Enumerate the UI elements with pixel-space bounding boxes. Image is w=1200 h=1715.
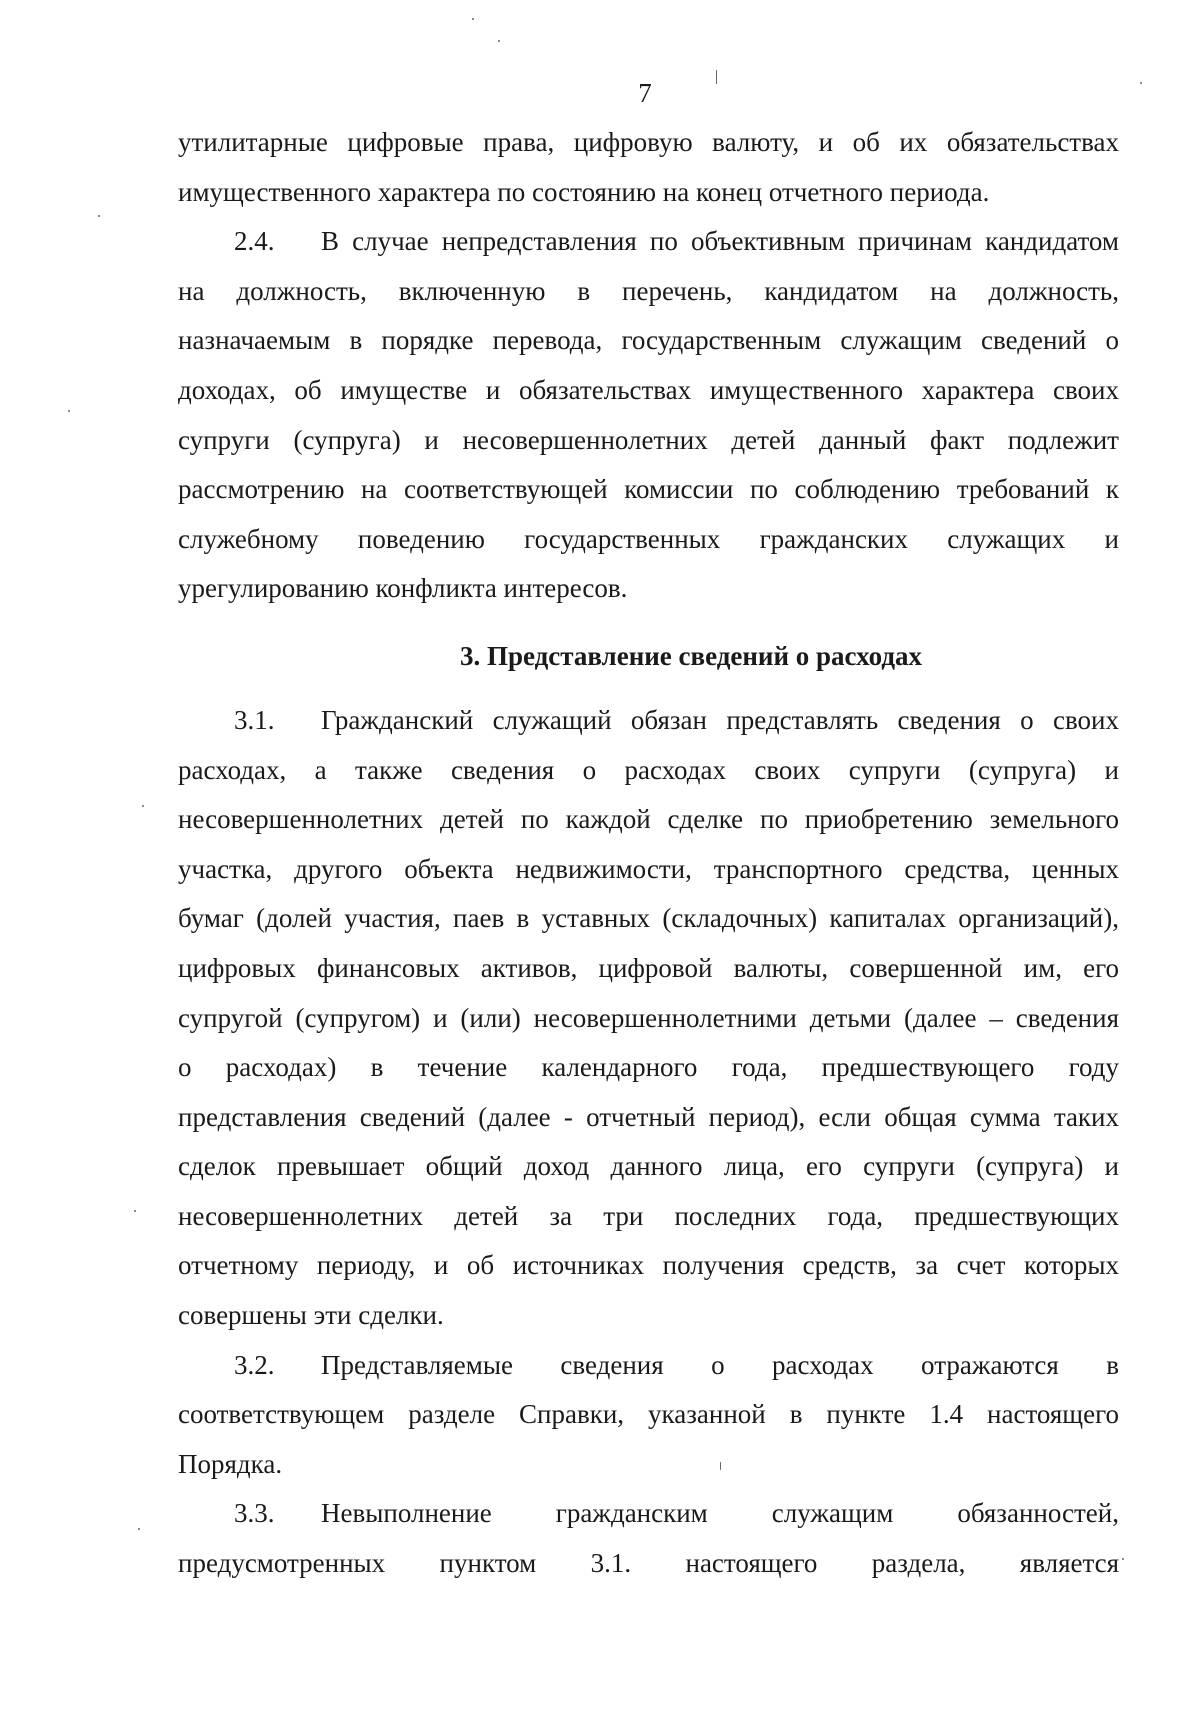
clause-number: 3.2. bbox=[234, 1349, 275, 1380]
page-number: 7 bbox=[638, 78, 652, 108]
text-line: назначаемым в порядке перевода, государственным служащим сведений о bbox=[178, 325, 1119, 356]
text-line: на должность, включенную в перечень, кандидатом на должность, bbox=[178, 275, 1119, 306]
section-heading: 3. Представление сведений о расходах bbox=[459, 640, 923, 671]
text-line: супругой (супругом) и (или) несовершеннолетними детьми (далее – сведения bbox=[178, 1002, 1119, 1033]
clause-number: 3.3. bbox=[234, 1498, 275, 1529]
text-line: представления сведений (далее - отчетный период), если общая сумма таких bbox=[178, 1101, 1119, 1132]
scan-speck bbox=[68, 410, 70, 412]
text-line: сделок превышает общий доход данного лица, его супруги (супруга) и bbox=[178, 1151, 1119, 1182]
scan-speck bbox=[472, 18, 474, 20]
text-line: бумаг (долей участия, паев в уставных (складочных) капиталах организаций), bbox=[178, 903, 1119, 934]
text-line: расходах, а также сведения о расходах своих супруги (супруга) и bbox=[178, 754, 1119, 785]
text-fragment: Невыполнение гражданским служащим обязанностей, bbox=[321, 1498, 1119, 1529]
document-body bbox=[178, 118, 1119, 1589]
text-line: участка, другого объекта недвижимости, транспортного средства, ценных bbox=[178, 853, 1119, 884]
text-line: доходах, об имуществе и обязательствах имущественного характера своих bbox=[178, 374, 1119, 405]
text-line: рассмотрению на соответствующей комиссии по соблюдению требований к bbox=[178, 474, 1119, 505]
text-line: отчетному периоду, и об источниках получения средств, за счет которых bbox=[178, 1250, 1119, 1281]
scan-speck bbox=[716, 70, 717, 84]
scan-speck bbox=[720, 1462, 721, 1470]
text-line: предусмотренных пунктом 3.1. настоящего раздела, является bbox=[178, 1548, 1119, 1579]
text-fragment: Гражданский служащий обязан представлять сведения о своих bbox=[321, 704, 1119, 735]
scan-speck bbox=[498, 40, 500, 42]
text-line: несовершеннолетних детей по каждой сделке по приобретению земельного bbox=[178, 804, 1119, 835]
scan-speck bbox=[142, 805, 144, 807]
paragraph-2-4-first-line bbox=[178, 217, 1119, 267]
clause-number: 2.4. bbox=[234, 226, 275, 257]
paragraph-3-2-first-line bbox=[178, 1341, 1119, 1391]
text-line: цифровых финансовых активов, цифровой валюты, совершенной им, его bbox=[178, 952, 1119, 983]
text-fragment: Представляемые сведения о расходах отражаются в bbox=[321, 1349, 1119, 1380]
scan-speck bbox=[138, 1528, 140, 1530]
scan-speck bbox=[98, 215, 100, 217]
scan-speck bbox=[1122, 1558, 1124, 1560]
text-line: соответствующем разделе Справки, указанной в пункте 1.4 настоящего bbox=[178, 1399, 1119, 1430]
text-line: служебному поведению государственных гражданских служащих и bbox=[178, 523, 1119, 554]
text-fragment: В случае непредставления по объективным причинам кандидатом bbox=[321, 226, 1119, 257]
clause-number: 3.1. bbox=[234, 704, 275, 735]
scan-speck bbox=[1140, 82, 1142, 84]
text-line: урегулированию конфликта интересов. bbox=[178, 573, 628, 604]
text-line: утилитарные цифровые права, цифровую валюту, и об их обязательствах bbox=[178, 127, 1119, 157]
text-line: Порядка. bbox=[178, 1448, 283, 1479]
paragraph-3-1-first-line bbox=[178, 696, 1119, 746]
text-line: о расходах) в течение календарного года, предшествующего году bbox=[178, 1052, 1119, 1083]
text-line: имущественного характера по состоянию на конец отчетного периода. bbox=[178, 176, 990, 207]
text-line: супруги (супруга) и несовершеннолетних детей данный факт подлежит bbox=[178, 424, 1119, 455]
text-line: совершены эти сделки. bbox=[178, 1300, 444, 1331]
text-line: несовершеннолетних детей за три последних года, предшествующих bbox=[178, 1200, 1119, 1231]
paragraph-3-3-first-line bbox=[178, 1489, 1119, 1539]
scan-speck bbox=[134, 1210, 136, 1212]
